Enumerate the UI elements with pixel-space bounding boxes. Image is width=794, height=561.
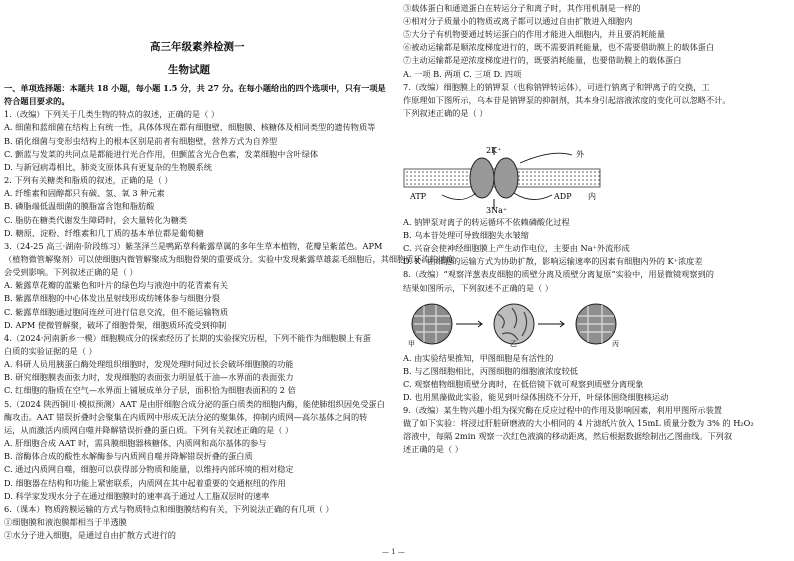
atp-arrow xyxy=(442,193,476,200)
question-line: 1.（改编）下列关于几类生物的特点的叙述，正确的是（ ） xyxy=(4,109,220,120)
question-line: D. 也用黑藻做此实验，能见到叶绿体围绕不分开，叶绿体围绕细胞核运动 xyxy=(403,392,669,402)
question-line: D. 科学家发现水分子在通过细胞膜时的速率高于通过人工脂双层时的速率 xyxy=(4,490,270,501)
question-line: B. 与乙图细胞相比，丙图细胞的细胞液浓度较低 xyxy=(403,366,578,376)
question-line: D. K⁺ 由细胞的运输方式为协助扩散，影响运输速率的因素有细胞内外的 K⁺浓度差 xyxy=(403,256,703,267)
question-line: B. 紫露草细胞的中心体发出星射线形成纺锤体参与细胞分裂 xyxy=(4,293,220,304)
adp-arrow xyxy=(514,193,552,200)
question-line: D. 糖原、淀粉、纤维素和几丁质的基本单位都是葡萄糖 xyxy=(4,227,204,238)
question-line: 白质的实验证据的是（ ） xyxy=(4,346,97,356)
micrograph-label-c: 丙 xyxy=(612,340,619,348)
micrograph-label-b: 乙 xyxy=(510,340,517,348)
arrow-a-to-b xyxy=(456,321,482,327)
question-line: 5.（2024 陕西铜川·模拟预测）AAT 是由肝细胞合成分泌的蛋白质类的细胞内酶，能使肺组织因免受蛋白 xyxy=(4,398,385,409)
question-line: 作原理如下图所示，乌本苷是钠钾泵的抑制剂，其本身引起溶液浓度的变化可以忽略不计。 xyxy=(403,94,731,105)
arrow-b-to-c xyxy=(538,321,564,327)
question-line: B. 研究细胞膜表面张力时，发现细胞的表面张力明显低于油—水界面的表面张力 xyxy=(4,372,294,383)
atp-label: ATP xyxy=(410,192,427,201)
question-line: ③载体蛋白和通道蛋白在转运分子和离子时，其作用机制是一样的 xyxy=(403,3,641,13)
question-line: C. 颤蓝与发菜的共同点是都能进行光合作用，但颤蓝含光合色素，发菜细胞中含叶绿体 xyxy=(4,148,319,159)
question-line: A. 科研人员用胰蛋白酶处理组织细胞时，发现处理时间过长会破坏细胞膜的功能 xyxy=(4,359,294,370)
micrograph-a xyxy=(408,304,452,348)
question-line: 一、单项选择题：本题共 18 小题，每小题 1.5 分，共 27 分。在每小题给出的四个选项中，只有一项是 xyxy=(4,83,386,93)
question-line: 运，从而激活内质网自噬并降解错误折叠的蛋白质。下列有关叙述正确的是（ ） xyxy=(4,424,294,435)
question-line: A. 钠钾泵对离子的转运循环不依赖磷酸化过程 xyxy=(403,217,570,227)
question-line: 6.（课本）物质跨膜运输的方式与物质特点和细胞膜结构有关，下列说法正确的有几项（ ） xyxy=(4,503,334,514)
pump-protein-right xyxy=(494,158,518,198)
question-line: C. 紫露草细胞通过胞间连丝可进行信息交流，但不能运输物质 xyxy=(4,306,229,317)
exam-title: 高三年级素养检测一 xyxy=(150,41,245,53)
question-line: 做了如下实验：将浸过肝脏研磨液的大小相同的 4 片滤纸片放入 15mL 质量分数为 3% 的 H₂O₂ xyxy=(403,418,754,428)
question-line: B. 乌本苷处理可导致细胞失水皱缩 xyxy=(403,230,529,241)
question-line: C. 红细胞的脂质在空气—水界面上铺展成单分子层，面积恰为细胞表面积的 2 倍 xyxy=(4,385,296,396)
question-line: 会受到影响。下列叙述正确的是（ ） xyxy=(4,267,138,278)
question-line: C. 脂肪在糖类代谢发生障碍时，会大量转化为糖类 xyxy=(4,214,188,225)
pump-protein-left xyxy=(470,158,494,198)
micrograph-c xyxy=(576,304,619,348)
exam-subject: 生物试题 xyxy=(168,64,210,76)
outside-pointer xyxy=(520,153,572,163)
question-line: B. 磷脂端低温细菌的膜脂富含饱和脂肪酸 xyxy=(4,201,155,212)
question-line: 述正确的是（ ） xyxy=(403,444,463,454)
question-line: C. 兴奋会使神经细胞膜上产生动作电位，主要由 Na⁺外流形成 xyxy=(403,243,630,254)
question-line: ⑦主动运输都是逆浓度梯度进行的，既要消耗能量，也要借助膜上的载体蛋白 xyxy=(403,55,682,66)
plasmolysis-micrographs xyxy=(404,302,640,348)
question-line: ⑥被动运输都是顺浓度梯度进行的，既不需要消耗能量，也不需要借助膜上的载体蛋白 xyxy=(403,42,715,53)
sodium-potassium-pump-diagram xyxy=(402,143,612,215)
micrograph-b xyxy=(494,304,534,348)
question-line: ④相对分子质量小的物质或离子都可以通过自由扩散进入细胞内 xyxy=(403,16,633,27)
question-line: A. 细菌和蓝细菌在结构上有统一性，具体体现在都有细胞壁、细胞膜、核糖体及相同类型的遗传物质等 xyxy=(4,122,376,133)
question-line: A. 由实验结果推知，甲图细胞是有活性的 xyxy=(403,353,554,363)
question-line: 7.（改编）细胞膜上的钠钾泵（也称钠钾转运体），可进行钠离子和钾离子的交换，工 xyxy=(403,81,710,92)
question-line: A. 一项 B. 两项 C. 三项 D. 四项 xyxy=(403,68,522,79)
question-line: A. 纤维素和固醇都只有碳、氢、氧 3 种元素 xyxy=(4,188,165,199)
question-line: D. 与新冠病毒相比，肺炎支原体具有更复杂的生物膜系统 xyxy=(4,161,212,172)
micrograph-label-a: 甲 xyxy=(408,340,415,348)
page-footer: — 1 — xyxy=(382,548,405,556)
question-line: B. 溶酶体合成的酸性水解酶参与内质网自噬并降解错误折叠的蛋白质 xyxy=(4,451,253,462)
question-line: 符合题目要求的。 xyxy=(4,96,70,107)
question-line: 下列叙述正确的是（ ） xyxy=(403,107,488,118)
question-line: 酶攻击。AAT 错误折叠时会聚集在内质网中形成无法分泌的聚集体，抑制内质网—高尔基体之间的转 xyxy=(4,411,368,422)
inside-label: 内 xyxy=(588,192,596,201)
adp-label: ADP xyxy=(554,192,572,201)
question-line: 2. 下列有关糖类和脂质的叙述，正确的是（ ） xyxy=(4,175,173,186)
question-line: 结果如图所示，下列叙述不正确的是（ ） xyxy=(403,282,553,293)
question-line: 3.（24-25 高三·湖南·阶段练习）紫茎泽兰是鸭跖草科紫露草属的多年生草本植物，花瓣呈紫蓝色。APM xyxy=(4,240,383,251)
k-label: 2K⁺ xyxy=(486,146,502,155)
na-label: 3Na⁺ xyxy=(486,206,508,215)
outside-label: 外 xyxy=(576,150,584,159)
question-line: D. APM 使微管解聚，破坏了细胞骨架，细胞质环流受到抑制 xyxy=(4,319,227,330)
question-line: C. 通过内质网自噬，细胞可以获得部分物质和能量，以维持内部环境的相对稳定 xyxy=(4,464,294,475)
question-line: 8.（改编）“观察洋葱表皮细胞的质壁分离及质壁分离复原”实验中，用显微镜观察到的 xyxy=(403,269,714,280)
question-line: ①细胞膜和液泡膜都相当于半透膜 xyxy=(4,516,127,527)
question-line: ⑤大分子有机物要通过转运蛋白的作用才能进入细胞内，并且要消耗能量 xyxy=(403,29,666,40)
question-line: B. 硝化细菌与变形虫结构上的根本区别是前者有细胞壁，营养方式为自养型 xyxy=(4,135,278,146)
question-line: 9.（改编）某生物兴趣小组为探究酶在反应过程中的作用及影响因素，利用甲图所示装置 xyxy=(403,405,722,415)
question-line: A. 肝细胞合成 AAT 时，需具膜细胞器核糖体、内质网和高尔基体的参与 xyxy=(4,438,267,449)
question-line: （植物微管解聚剂）可以使细胞内微管解聚成为细胞骨架的重要成分。实验中发现紫露草雄蕊毛细胞后，其细胞质环流的速度 xyxy=(4,253,455,264)
question-line: A. 紫露草花瓣的蓝紫色和叶片的绿色均与液泡中的花青素有关 xyxy=(4,280,228,291)
question-line: D. 细胞器在结构和功能上紧密联系，内质网在其中起着重要的交通枢纽的作用 xyxy=(4,477,286,488)
question-line: 溶液中，每隔 2min 观察一次红色液滴的移动距离，然后根据数据绘制出乙图曲线。下列叙 xyxy=(403,431,733,441)
question-line: C. 观察植物细胞质壁分离时，在低倍镜下就可观察到质壁分离现象 xyxy=(403,379,644,389)
question-line: ②水分子进入细胞，是通过自由扩散方式进行的 xyxy=(4,530,176,541)
question-line: 4.（2024·河南新乡一模）细胞膜成分的探索经历了长期的实验探究历程，下列不能作为细胞膜上有蛋 xyxy=(4,332,371,343)
